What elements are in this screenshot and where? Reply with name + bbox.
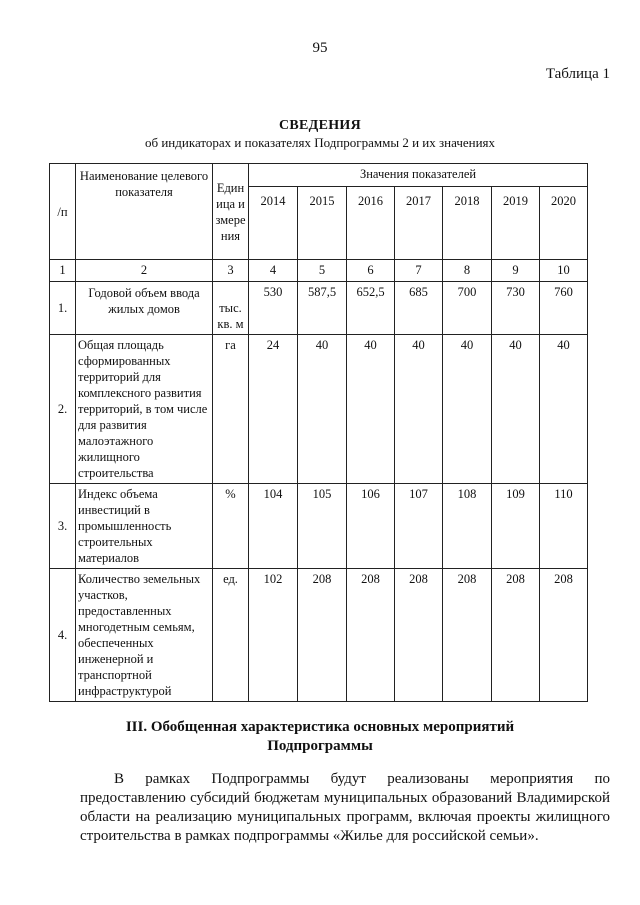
value-cell: 110 — [540, 484, 588, 569]
section-heading-line-1: III. Обобщенная характеристика основных мероприятий — [125, 719, 515, 735]
value-cell: 40 — [492, 335, 540, 484]
index-cell: 10 — [540, 260, 588, 282]
value-cell: 208 — [540, 569, 588, 702]
body-paragraph: В рамках Подпрограммы будут реализованы мероприятия по предоставлению субсидий бюджетам муниципальных образований Владимирской области на реализацию муниципальных программ, включая проекты жилищного строительства в рамках подпрограммы «Жилье для российской семьи». — [80, 771, 610, 844]
index-cell: 2 — [76, 260, 213, 282]
value-cell: 208 — [492, 569, 540, 702]
page-number: 95 — [312, 40, 328, 56]
value-cell: 208 — [298, 569, 347, 702]
table-row — [50, 569, 588, 702]
row-number: 1. — [50, 282, 76, 335]
value-cell: 530 — [249, 282, 298, 335]
table-row — [50, 335, 588, 484]
table-row — [50, 282, 588, 335]
value-cell: 24 — [249, 335, 298, 484]
section-heading — [0, 718, 640, 756]
year-cell: 2018 — [443, 187, 492, 260]
value-cell: 108 — [443, 484, 492, 569]
value-cell: 40 — [298, 335, 347, 484]
header-name: Наименование целевого показателя — [76, 164, 213, 260]
title-block — [0, 118, 640, 151]
value-cell: 760 — [540, 282, 588, 335]
value-cell: 40 — [540, 335, 588, 484]
row-number: 3. — [50, 484, 76, 569]
indicator-name: Общая площадь сформированных территорий для комплексного развития территорий, в том числе для развития малоэтажного жилищного строительства — [76, 335, 213, 484]
table-label: Таблица 1 — [545, 66, 610, 82]
index-cell: 1 — [50, 260, 76, 282]
value-cell: 104 — [249, 484, 298, 569]
index-cell: 4 — [249, 260, 298, 282]
header-num: /п — [50, 164, 76, 260]
value-cell: 102 — [249, 569, 298, 702]
indicator-name: Количество земельных участков, предоставленных многодетным семьям, обеспеченных инженерной и транспортной инфраструктурой — [76, 569, 213, 702]
value-cell: 700 — [443, 282, 492, 335]
header-unit: Единица измерения — [213, 164, 249, 260]
year-cell: 2020 — [540, 187, 588, 260]
indicator-unit: га — [213, 335, 249, 484]
index-cell: 9 — [492, 260, 540, 282]
document-title: СВЕДЕНИЯ — [278, 118, 362, 133]
value-cell: 208 — [347, 569, 395, 702]
header-values-group: Значения показателей — [249, 164, 588, 187]
indicator-unit: % — [213, 484, 249, 569]
value-cell: 652,5 — [347, 282, 395, 335]
indicator-unit: ед. — [213, 569, 249, 702]
value-cell: 40 — [443, 335, 492, 484]
indicator-unit: тыс. кв. м — [213, 282, 249, 335]
year-cell: 2019 — [492, 187, 540, 260]
year-cell: 2016 — [347, 187, 395, 260]
year-cell: 2017 — [395, 187, 443, 260]
index-cell: 7 — [395, 260, 443, 282]
value-cell: 109 — [492, 484, 540, 569]
table-row — [50, 484, 588, 569]
index-cell: 6 — [347, 260, 395, 282]
index-cell: 8 — [443, 260, 492, 282]
year-cell: 2014 — [249, 187, 298, 260]
value-cell: 40 — [395, 335, 443, 484]
header-row — [50, 164, 588, 187]
index-cell: 3 — [213, 260, 249, 282]
value-cell: 40 — [347, 335, 395, 484]
value-cell: 730 — [492, 282, 540, 335]
value-cell: 106 — [347, 484, 395, 569]
row-number: 2. — [50, 335, 76, 484]
year-cell: 2015 — [298, 187, 347, 260]
value-cell: 208 — [395, 569, 443, 702]
value-cell: 105 — [298, 484, 347, 569]
indicators-table — [49, 163, 588, 702]
index-row — [50, 260, 588, 282]
value-cell: 587,5 — [298, 282, 347, 335]
indicator-name: Годовой объем ввода жилых домов — [76, 282, 213, 335]
value-cell: 208 — [443, 569, 492, 702]
indicator-name: Индекс объема инвестиций в промышленность строительных материалов — [76, 484, 213, 569]
section-heading-line-2: Подпрограммы — [267, 738, 373, 754]
document-subtitle: об индикаторах и показателях Подпрограммы 2 и их значениях — [144, 135, 496, 150]
index-cell: 5 — [298, 260, 347, 282]
value-cell: 685 — [395, 282, 443, 335]
value-cell: 107 — [395, 484, 443, 569]
row-number: 4. — [50, 569, 76, 702]
